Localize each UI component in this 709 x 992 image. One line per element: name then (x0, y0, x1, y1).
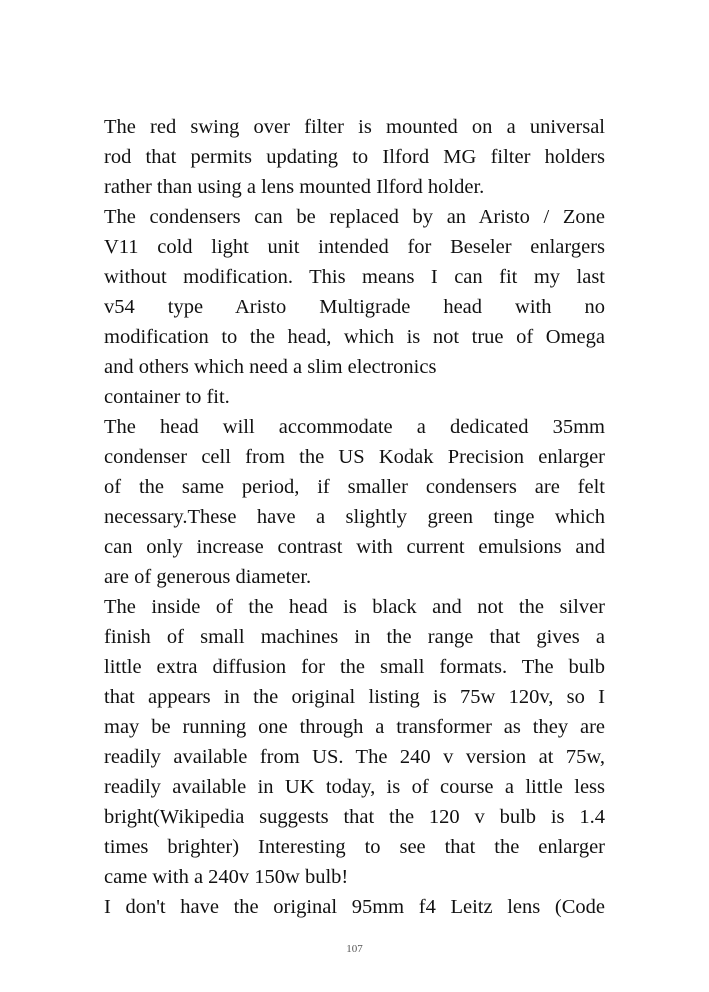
text-line: modification to the head, which is not true of Omega (104, 326, 605, 348)
text-line: readily available in UK today, is of course a little less (104, 776, 605, 798)
page-number: 107 (346, 943, 363, 955)
text-line: that appears in the original listing is 75w 120v, so I (104, 686, 605, 708)
text-line: and others which need a slim electronics (104, 356, 437, 378)
text-line: rod that permits updating to Ilford MG filter holders (104, 146, 605, 168)
text-line: v54 type Aristo Multigrade head with no (104, 296, 605, 318)
text-line: container to fit. (104, 386, 230, 408)
text-line: condenser cell from the US Kodak Precision enlarger (104, 446, 605, 468)
body-text (104, 112, 605, 922)
text-line: times brighter) Interesting to see that the enlarger (104, 836, 605, 858)
text-line: The head will accommodate a dedicated 35mm (104, 416, 605, 438)
text-line: can only increase contrast with current emulsions and (104, 536, 605, 558)
text-line: without modification. This means I can fit my last (104, 266, 605, 288)
text-line: The red swing over filter is mounted on a universal (104, 116, 605, 138)
text-line: came with a 240v 150w bulb! (104, 866, 349, 888)
text-line: The inside of the head is black and not the silver (104, 596, 605, 618)
text-line: little extra diffusion for the small formats. The bulb (104, 656, 605, 678)
text-line: V11 cold light unit intended for Beseler enlargers (104, 236, 605, 258)
text-line: rather than using a lens mounted Ilford holder. (104, 176, 485, 198)
text-line: bright(Wikipedia suggests that the 120 v bulb is 1.4 (104, 806, 605, 828)
text-line: may be running one through a transformer as they are (104, 716, 605, 738)
text-line: The condensers can be replaced by an Aristo / Zone (104, 206, 605, 228)
text-line: finish of small machines in the range that gives a (104, 626, 605, 648)
text-line: I don't have the original 95mm f4 Leitz lens (Code (104, 896, 605, 918)
text-line: necessary.These have a slightly green tinge which (104, 506, 605, 528)
text-line: of the same period, if smaller condensers are felt (104, 476, 605, 498)
text-line: are of generous diameter. (104, 566, 312, 588)
text-line: readily available from US. The 240 v version at 75w, (104, 746, 605, 768)
